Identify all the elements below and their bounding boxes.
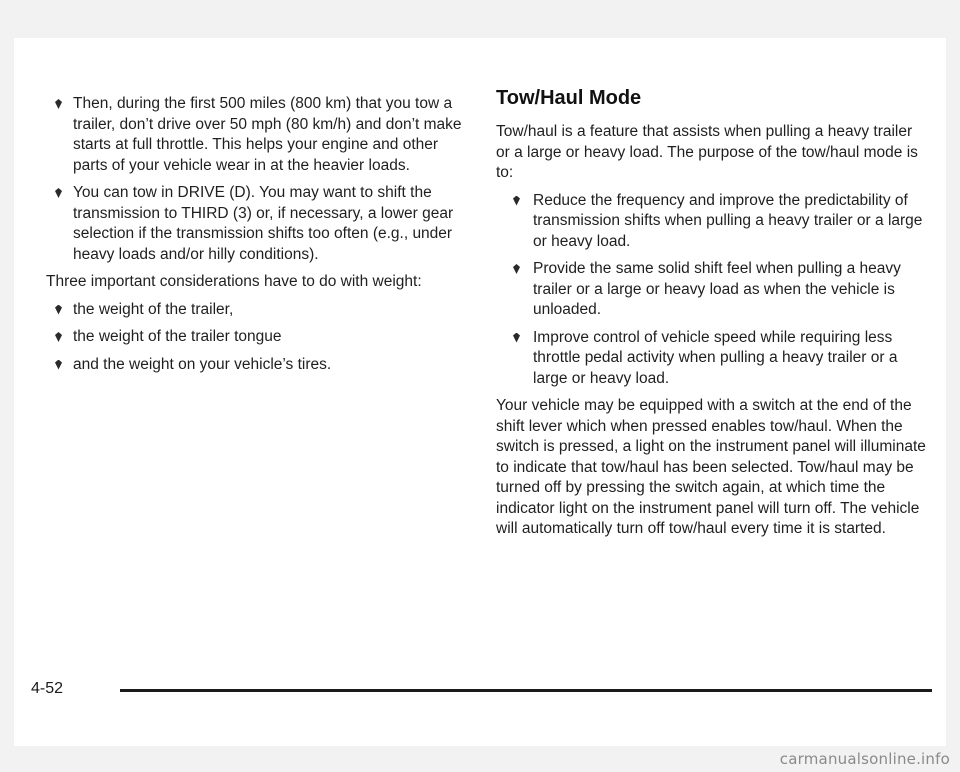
left-column xyxy=(46,94,471,382)
bullet-text: You can tow in DRIVE (D). You may want to shift the transmission to THIRD (3) or, if necessary, a lower gear selection if the transmission shifts too often (e.g., under heavy loads and/or hilly conditions). xyxy=(73,184,454,263)
list-item xyxy=(46,300,471,321)
diamond-bullet-icon xyxy=(55,332,62,342)
footer-rule xyxy=(120,689,932,692)
list-item xyxy=(46,327,471,348)
manual-page xyxy=(14,38,946,746)
section-heading: Tow/Haul Mode xyxy=(496,87,642,109)
diamond-bullet-icon xyxy=(55,188,62,198)
weight-intro: Three important considerations have to do with weight: xyxy=(46,273,422,290)
bullet-text: the weight of the trailer, xyxy=(73,300,234,318)
right-column xyxy=(496,87,926,547)
tow-haul-intro: Tow/haul is a feature that assists when pulling a heavy trailer or a large or heavy load. The purpose of the tow/haul mode is to: xyxy=(496,123,918,181)
list-item xyxy=(496,328,926,390)
diamond-bullet-icon xyxy=(55,305,62,315)
list-item xyxy=(46,183,471,265)
diamond-bullet-icon xyxy=(55,360,62,370)
tow-haul-body: Your vehicle may be equipped with a switch at the end of the shift lever which when pressed enables tow/haul. When the switch is pressed, a light on the instrument panel will illuminate to indicate that tow/haul has been selected. Tow/haul may be turned off by pressing the switch again, at which time the indicator light on the instrument panel will turn off. The vehicle will automatically turn off tow/haul every time it is started. xyxy=(496,397,926,537)
bullet-text: and the weight on your vehicle’s tires. xyxy=(73,355,332,373)
bullet-text: Improve control of vehicle speed while requiring less throttle pedal activity when pulling a heavy trailer or a large or heavy load. xyxy=(533,328,898,387)
diamond-bullet-icon xyxy=(55,99,62,109)
diamond-bullet-icon xyxy=(513,333,520,343)
diamond-bullet-icon xyxy=(513,264,520,274)
list-item xyxy=(46,94,471,176)
list-item xyxy=(496,191,926,253)
list-item xyxy=(46,355,471,376)
watermark: carmanualsonline.info xyxy=(779,750,950,768)
list-item xyxy=(496,259,926,321)
page-number: 4-52 xyxy=(31,680,64,697)
bullet-text: the weight of the trailer tongue xyxy=(73,328,282,345)
bullet-text: Provide the same solid shift feel when pulling a heavy trailer or a large or heavy load as when the vehicle is unloaded. xyxy=(533,260,901,318)
bullet-text: Then, during the first 500 miles (800 km) that you tow a trailer, don’t drive over 50 mph (80 km/h) and don’t make starts at full throttle. This helps your engine and other parts of your vehicle wear in at the heavier loads. xyxy=(73,95,462,174)
diamond-bullet-icon xyxy=(513,196,520,206)
bullet-text: Reduce the frequency and improve the predictability of transmission shifts when pulling a heavy trailer or a large or heavy load. xyxy=(533,191,923,250)
